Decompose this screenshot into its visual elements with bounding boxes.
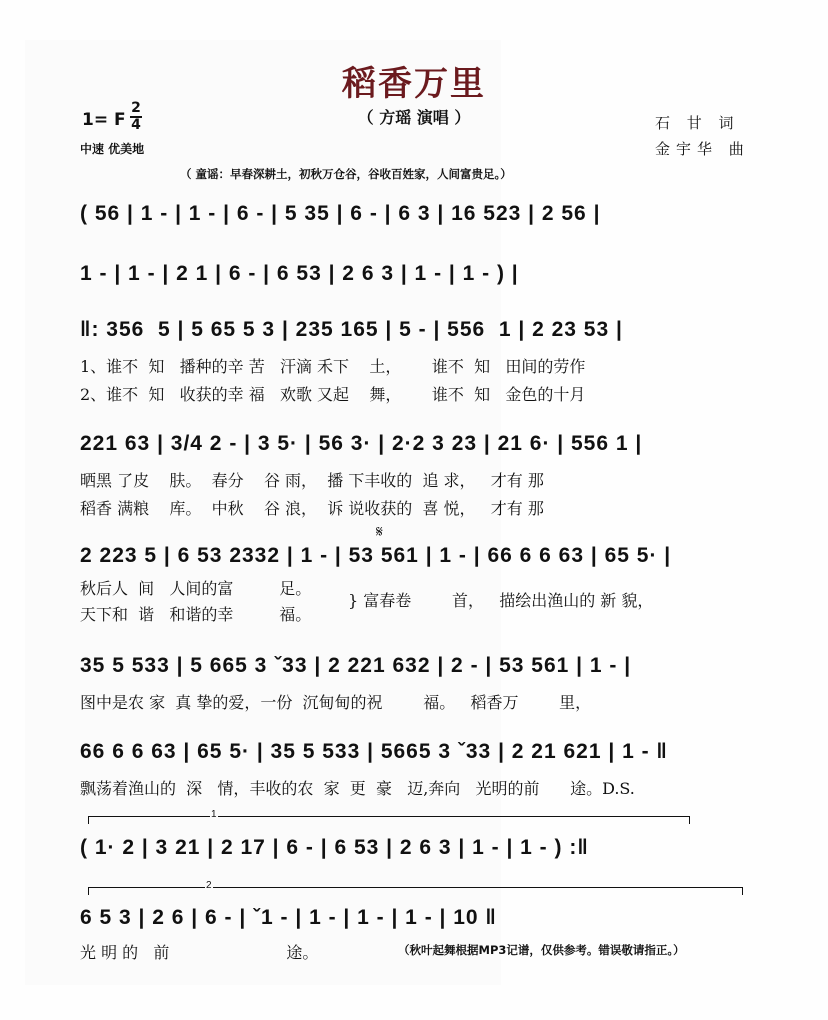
- lyric-line: 图中是农 家 真 挚的爱，一份 沉甸甸的祝 福。 稻香万 里，: [80, 693, 592, 712]
- notation-line: ( 56 | 1 - | 1 - | 6 - | 5 35 | 6 - | 6 3 | 16 523 | 2 56 |: [80, 202, 601, 225]
- notation-line: 221 63 | 3/4 2 - | 3 5· | 56 3· | 2·2 3 23 | 21 6· | 556 1 |: [80, 432, 643, 455]
- lyric-verse-1: 秋后人 间 人间的富 足。: [80, 579, 312, 598]
- time-signature-top: 2: [131, 100, 141, 116]
- lyric-verse-1: 晒黑 了皮 肤。 春分 谷 雨， 播 下丰收的 追 求， 才有 那: [80, 471, 544, 490]
- notation-line: ‖: 356 5 | 5 65 5 3 | 235 165 | 5 - | 556 1 | 2 23 53 |: [80, 318, 623, 341]
- volta-label-2: 2: [206, 880, 212, 891]
- notation-line: 66 6 6 63 | 65 5· | 35 5 533 | 5665 3 ˇ33 | 2 21 621 | 1 - ‖: [80, 740, 668, 763]
- time-signature-bottom: 4: [131, 117, 141, 133]
- tempo-marking: 中速 优美地: [80, 142, 145, 156]
- key-signature: 1= F: [82, 110, 126, 130]
- notation-line: 1 - | 1 - | 2 1 | 6 - | 6 53 | 2 6 3 | 1 - | 1 - ) |: [80, 262, 519, 285]
- lyricist-credit: 石 甘 词: [655, 114, 740, 132]
- lyric-line: 光 明 的 前 途。: [80, 943, 319, 962]
- notation-line: 35 5 533 | 5 665 3 ˇ33 | 2 221 632 | 2 - | 53 561 | 1 - |: [80, 654, 632, 677]
- lyric-shared: } 富春卷 首， 描绘出渔山的 新 貌，: [348, 591, 654, 610]
- song-title: 稻香万里: [342, 64, 486, 104]
- lyric-verse-2: 2、谁不 知 收获的幸 福 欢歌 又起 舞， 谁不 知 金色的十月: [80, 385, 586, 404]
- composer-credit: 金宇华 曲: [655, 140, 750, 158]
- lyric-verse-2: 天下和 谐 和谐的幸 福。: [80, 605, 312, 624]
- lyric-verse-2: 稻香 满粮 库。 中秋 谷 浪， 诉 说收获的 喜 悦， 才有 那: [80, 499, 544, 518]
- time-signature: [130, 101, 142, 132]
- notation-line: 2 223 5 | 6 53 2332 | 1 - | 53 561 | 1 - | 66 6 6 63 | 65 5· |: [80, 544, 672, 567]
- lyric-verse-1: 1、谁不 知 播种的辛 苦 汗滴 禾下 土， 谁不 知 田间的劳作: [80, 357, 586, 376]
- lyric-line: 飘荡着渔山的 深 情，丰收的农 家 更 豪 迈,奔向 光明的前 途。D.S.: [80, 779, 635, 798]
- volta-bracket-2: [88, 887, 743, 888]
- singer-credit: （ 方瑶 演唱 ）: [357, 108, 471, 127]
- volta-label-1: 1: [211, 809, 217, 820]
- nursery-rhyme-note: （ 童谣：早春深耕土，初秋万仓谷，谷收百姓家，人间富贵足。）: [180, 167, 512, 181]
- volta-bracket-1: [88, 816, 690, 817]
- segno-sign: 𝄋: [376, 524, 383, 541]
- notation-line: ( 1· 2 | 3 21 | 2 17 | 6 - | 6 53 | 2 6 3 | 1 - | 1 - ) :‖: [80, 836, 589, 859]
- notation-line: 6 5 3 | 2 6 | 6 - | ˇ1 - | 1 - | 1 - | 1 - | 10 ‖: [80, 906, 497, 929]
- transcription-note: （秋叶起舞根据MP3记谱，仅供参考。错误敬请指正。）: [398, 943, 685, 957]
